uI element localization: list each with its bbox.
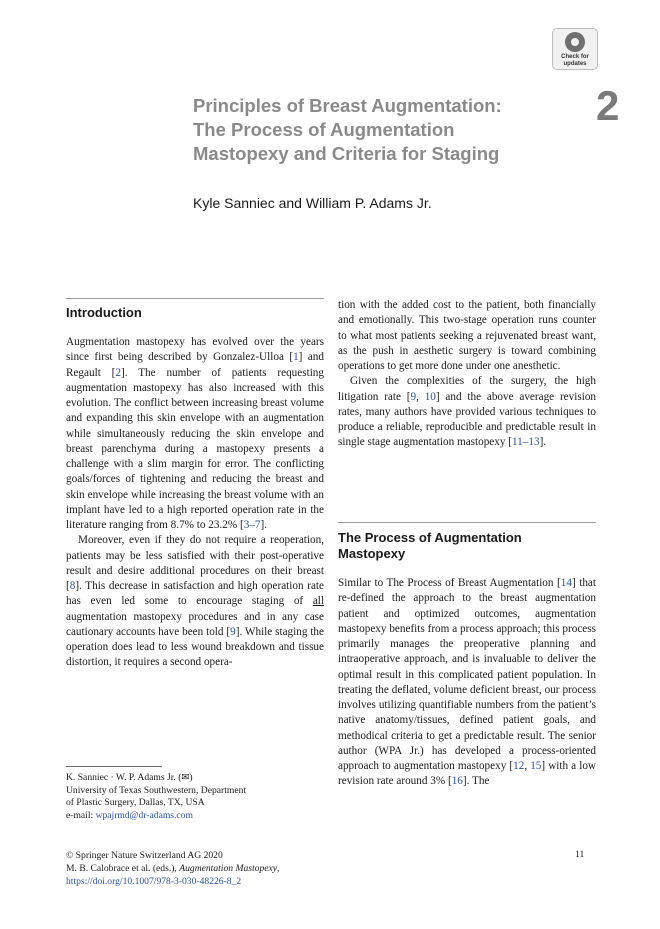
citation-link[interactable]: 3–7 xyxy=(243,519,261,531)
page-number: 11 xyxy=(575,849,585,860)
chapter-title-line1: Principles of Breast Augmentation: xyxy=(193,95,502,116)
citation-link[interactable]: 16 xyxy=(451,775,463,788)
update-icon xyxy=(565,32,585,52)
citation-link[interactable]: 2 xyxy=(115,366,121,379)
citation-link[interactable]: 14 xyxy=(560,577,572,589)
copyright-block xyxy=(66,849,366,888)
chapter-title xyxy=(193,94,573,166)
badge-line2: updates xyxy=(563,60,587,67)
chapter-number: 2 xyxy=(596,82,620,129)
chapter-title-line2: The Process of Augmentation xyxy=(193,119,455,140)
copyright-line: © Springer Nature Switzerland AG 2020 xyxy=(66,850,223,861)
right-column-bottom xyxy=(338,576,596,790)
citation-link[interactable]: 9 xyxy=(410,390,417,403)
footnote-rule xyxy=(66,766,162,767)
footnote-email: e-mail: wpajrmd@dr-adams.com xyxy=(66,809,193,821)
citation-link[interactable]: 1 xyxy=(293,351,299,364)
chapter-title-line3: Mastopexy and Criteria for Staging xyxy=(193,143,500,164)
chapter-authors: Kyle Sanniec and William P. Adams Jr. xyxy=(193,195,432,211)
process-heading: The Process of Augmentation Mastopexy xyxy=(338,530,522,561)
book-citation: M. B. Calobrace et al. (eds.), Augmentation Mastopexy, xyxy=(66,863,280,874)
citation-link[interactable]: 11–13 xyxy=(512,436,540,449)
left-column xyxy=(66,335,324,671)
paragraph: Given the complexities of the surgery, the high litigation rate [9, 10] and the above average revision rates, many authors have provided various techniques to produce a reliable, reproducible and predictable result in single stage augmentation mastopexy [11–13]. xyxy=(338,375,597,449)
right-column-top xyxy=(338,298,596,451)
check-for-updates-badge[interactable] xyxy=(552,28,598,70)
introduction-heading: Introduction xyxy=(66,305,142,320)
citation-link[interactable]: 9 xyxy=(230,625,236,638)
doi-link[interactable]: https://doi.org/10.1007/978-3-030-48226-8_2 xyxy=(66,876,242,887)
citation-link[interactable]: 15 xyxy=(530,760,542,772)
badge-line1: Check for xyxy=(561,54,589,60)
citation-link[interactable]: 8 xyxy=(69,580,76,592)
paragraph: Augmentation mastopexy has evolved over the years since first being described by Gonzalez-Ulloa [1] and Regault [2]. The number of patients requesting augmentation mastopexy has also increased with this evolution. The conflict between increasing breast volume and expanding this skin envelope with an augmentation while simultaneously reducing the skin envelope and breast parenchyma during a mastopexy presents a challenge with a slim margin for error. The conflicting goals/forces of tightening and reducing the breast and skin envelope while increasing the breast volume with an implant have led to a high reported operation rate in the literature ranging from 8.7% to 23.2% [3–7]. xyxy=(66,336,324,531)
author-footnote xyxy=(66,772,326,822)
paragraph: tion with the added cost to the patient, both financially and emotionally. This two-stage operation runs counter to what most patients seeking a rejuvenated breast want, as the push in aesthetic surgery is toward combining operations to get more done under one anesthetic. xyxy=(338,299,596,372)
footnote-affiliation: University of Texas Southwestern, Department xyxy=(66,784,247,796)
section-rule xyxy=(338,522,596,523)
footnote-affiliation-2: of Plastic Surgery, Dallas, TX, USA xyxy=(66,797,205,809)
paragraph: Moreover, even if they do not require a reoperation, patients may be less satisfied with their post-operative result and desire additional procedures on their breast [8]. This decrease in satisfaction and high operation rate has even led some to encourage staging of all augmentation mastopexy procedures and in any case cautionary accounts have been told [9]. While staging the operation does lead to less wound breakdown and tissue distortion, it requires a second opera- xyxy=(66,534,324,669)
paragraph: Similar to The Process of Breast Augmentation [14] that re-defined the approach to the breast augmentation patient and optimized outcomes, augmentation mastopexy benefits from a process approach; this process primarily manages the preoperative planning and intraoperative approach, and is invaluable to deliver the optimal result in this complicated patient population. In treating the deflated, volume deficient breast, our process involves utilizing quantifiable numbers from the patient’s native anatomy/tissues, defined patient goals, and methodical criteria to get a predictable result. The senior author (WPA Jr.) has developed a process-oriented approach to augmentation mastopexy [12, 15] with a low revision rate around 3% [16]. The xyxy=(338,577,596,788)
footnote-authors: K. Sanniec · W. P. Adams Jr. (✉) xyxy=(66,772,193,783)
email-link[interactable]: wpajrmd@dr-adams.com xyxy=(95,809,193,821)
citation-link[interactable]: 12 xyxy=(513,760,525,772)
citation-link[interactable]: 10 xyxy=(424,390,436,403)
section-rule xyxy=(66,298,324,299)
